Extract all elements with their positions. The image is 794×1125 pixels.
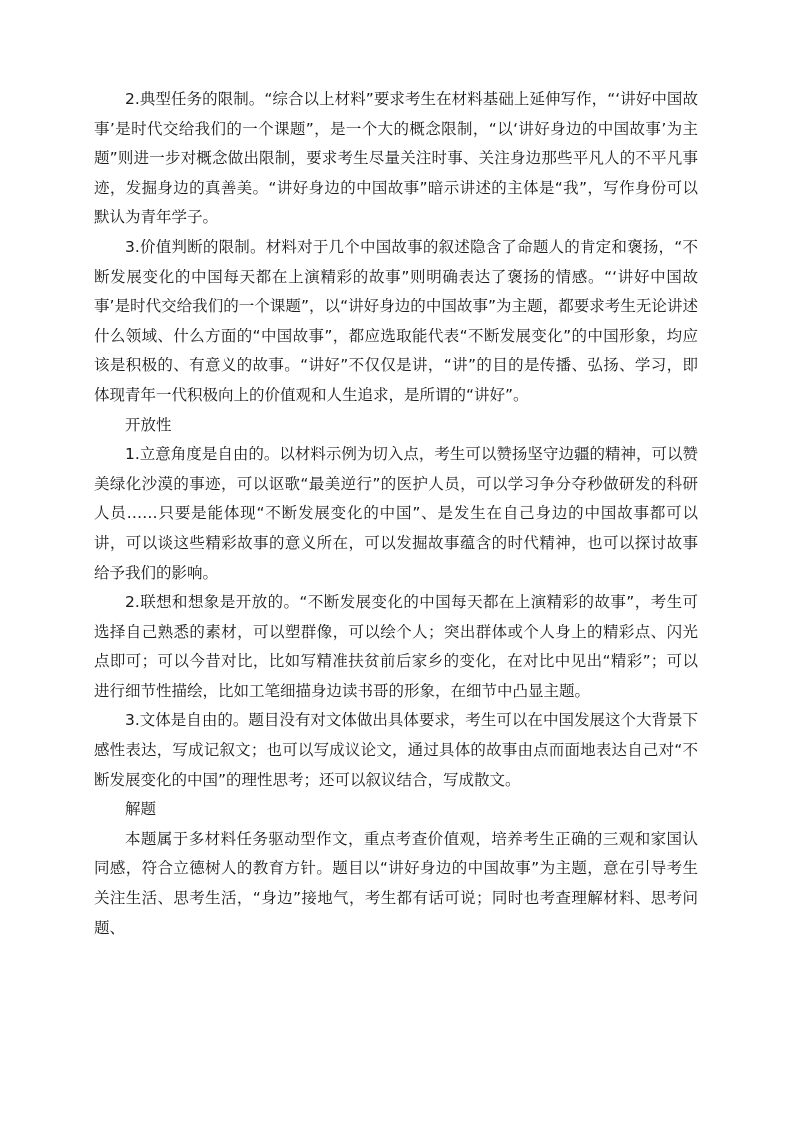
document-body — [94, 85, 698, 943]
paragraph-solution-body: 本题属于多材料任务驱动型作文，重点考查价值观，培养考生正确的三观和家国认同感，符合立德树人的教育方针。题目以“讲好身边的中国故事”为主题，意在引导考生关注生活、思考生活，“身边”接地气，考生都有话可说；同时也考查理解材料、思考问题、 — [94, 829, 698, 937]
paragraph-typical-task-limit: 2.典型任务的限制。“综合以上材料”要求考生在材料基础上延伸写作，“‘讲好中国故事’是时代交给我们的一个课题”，是一个大的概念限制，“以‘讲好身边的中国故事’为主题”则进一步对概念做出限制，要求考生尽量关注时事、关注身边那些平凡人的不平凡事迹，发掘身边的真善美。“讲好身边的中国故事”暗示讲述的主体是“我”，写作身份可以默认为青年学子。 — [94, 90, 698, 227]
paragraph-free-theme-angle: 1.立意角度是自由的。以材料示例为切入点，考生可以赞扬坚守边疆的精神，可以赞美绿化沙漠的事迹，可以讴歌“最美逆行”的医护人员，可以学习争分夺秒做研发的科研人员……只要是能体现“不断发展变化的中国”、是发生在自己身边的中国故事都可以讲，可以谈这些精彩故事的意义所在，可以发掘故事蕴含的时代精神，也可以探讨故事给予我们的影响。 — [94, 445, 698, 582]
heading-openness: 开放性 — [125, 415, 172, 434]
heading-solution: 解题 — [125, 800, 157, 819]
paragraph-free-genre: 3.文体是自由的。题目没有对文体做出具体要求，考生可以在中国发展这个大背景下感性表达，写成记叙文；也可以写成议论文，通过具体的故事由点而面地表达自己对“不断发展变化的中国”的理性思考；还可以叙议结合，写成散文。 — [94, 711, 698, 789]
paragraph-open-imagination: 2.联想和想象是开放的。“不断发展变化的中国每天都在上演精彩的故事”，考生可选择自己熟悉的素材，可以塑群像，可以绘个人；突出群体或个人身上的精彩点、闪光点即可；可以今昔对比，比如写精准扶贫前后家乡的变化，在对比中见出“精彩”；可以进行细节性描绘，比如工笔细描身边读书哥的形象，在细节中凸显主题。 — [94, 593, 698, 700]
paragraph-value-judgment-limit: 3.价值判断的限制。材料对于几个中国故事的叙述隐含了命题人的肯定和褒扬，“不断发展变化的中国每天都在上演精彩的故事”则明确表达了褒扬的情感。“‘讲好中国故事’是时代交给我们的一个课题”，以“讲好身边的中国故事”为主题，都要求考生无论讲述什么领域、什么方面的“中国故事”，都应选取能代表“不断发展变化”的中国形象，均应该是积极的、有意义的故事。“讲好”不仅仅是讲，“讲”的目的是传播、弘扬、学习，即体现青年一代积极向上的价值观和人生追求，是所谓的“讲好”。 — [94, 237, 698, 404]
